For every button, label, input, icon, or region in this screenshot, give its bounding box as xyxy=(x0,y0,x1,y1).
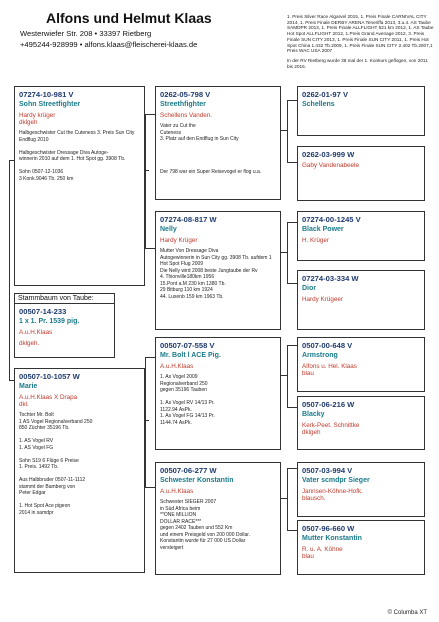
copyright: © Columba XT xyxy=(387,610,427,616)
ring-number: 0507-06-216 W xyxy=(302,400,355,409)
pedigree-info: Tochter Mr. Bolt 1 AS Vogel Regionalverband 250 850 Züchter 35196 Tb. 1. AS Vogel RV 1. AS Vogel FG Sohn S19 6 Flüge 6 Preise 1. Preis. 1492 Tb. Aus Halbbruder 0507-11-1112 stammt der Bamberg von Peter Edgar 1. Hot Spot Ace pigeon 2014 in samdpr xyxy=(19,412,93,516)
ring-number: 0262-01-97 V xyxy=(302,90,349,99)
pedigree-info: 1. As Vogel 2009 Regionalverband 250 gegen 35196 Tauben 1. As Vogel RV 14/13 Pr. 1122.94 AsPk. 1. As Vogel FG 14/13 Pr. 1144.74 AsPk. xyxy=(160,374,215,426)
achievements-notes xyxy=(287,14,435,74)
pedigree-box-dss xyxy=(297,337,425,392)
breeder-address: Westerwiefer Str. 208 • 33397 Rietberg xyxy=(20,29,152,38)
breeder-contact: +495244-928999 • alfons.klaas@fleischerei-klaas.de xyxy=(20,40,198,49)
breeder-name: Alfons und Helmut Klaas xyxy=(46,10,212,26)
pigeon-name: Streethfighter xyxy=(160,101,206,108)
ring-number: 00507-10-1057 W xyxy=(19,372,80,381)
pedigree-box-ddd xyxy=(297,520,425,575)
ring-number: 00507-14-233 xyxy=(19,307,67,316)
pigeon-name: Marie xyxy=(19,383,38,390)
pigeon-name: Schwester Konstantin xyxy=(160,477,234,484)
owner: Gaby Vandenabeele xyxy=(302,162,359,169)
pigeon-name: Vater scmdpr Sieger xyxy=(302,477,370,484)
owner: A.u.H.Klaas xyxy=(160,363,194,370)
owner: Hardy krüger dklgeh xyxy=(19,112,56,126)
owner: Schellens Vanden. xyxy=(160,112,213,119)
pedigree-info: Halbgeschwister Cut the Cuteness 3. Preis Sun City Endflug 2010 Halbgeschwister Dressage Diva Autoge- winnerin 2010 auf dem 1. Hot Spot gg. 3908 Tb. Sohn 0507-12-1036 3 Konk.9046 Tb. 250 km xyxy=(19,130,135,182)
pigeon-name: Schellens xyxy=(302,101,335,108)
ring-number: 00507-06-277 W xyxy=(160,466,217,475)
ring-number: 00507-07-558 V xyxy=(160,341,215,350)
pedigree-info: Mutter Von Dressage Diva Autogewinnerin in Sun City gg. 3908 Tb. aufdem 1 Hot Spot Flug 2009 Die Nelly wird 2008 beste Jungtaube der Rv 4. Thionville180km 1956 15.Pont a.M 230 km 1380 Tb. 29 Bitburg 110 km 1924 44. Luxenb 159 km 1963 Tb. xyxy=(160,248,272,300)
pigeon-name: Sohn Streetfighter xyxy=(19,101,81,108)
ring-number: 0507-00-648 V xyxy=(302,341,353,350)
pedigree-box-sds xyxy=(297,211,425,261)
pigeon-name: Mutter Konstantin xyxy=(302,535,362,542)
pigeon-name: Mr. Bolt l ACE Pig. xyxy=(160,352,221,359)
owner: Hardy Krügeer xyxy=(302,296,343,303)
pedigree-box-dsd xyxy=(297,396,425,450)
owner: R. u. A. Köhne blau xyxy=(302,546,343,560)
owner: H. Krüger xyxy=(302,237,329,244)
ring-number: 07274-00-1245 V xyxy=(302,215,361,224)
owner: Kerk-Peet. Schnittke dklgeh xyxy=(302,422,360,436)
pedigree-box-sss xyxy=(297,86,425,136)
owner: A.u.H.Klaas xyxy=(19,329,53,336)
pedigree-box-dam xyxy=(14,368,145,573)
achievements-text: 1. Preis Silver Race Algarvel 2015, 1. Preis Finale CARNIVAL CITY 2014, 1. Preis Finale DERBY ARENA Teneriffa 2013, 3.u.4. AS Taube SAMDPR 2013, 1. Preis Finale ALLFLIGHT 521 km 2012, 1. AS Taube Hot Spot ALLFLIGHT 2012, 1.Preis Grand Avenage 2012, 3. Preis Finale SUN CITY 2013, 1. Preis Finale SUN CITY 2011, 1. Preis Hot Spot China 1.432 Tb.2009, 1. Preis Finale SUN CITY 2.402 Tb.2007,1 Preis WAC USA 2007 xyxy=(287,14,434,54)
pedigree-info: Schwester SIEGER 2007 in Süd Africa beim **ONE MILLION DOLLAR RACE*** gegen 2402 Tauben und 552 Km und einem Preisgeld von 200 000 Dollar. Konstantin wurde für 27 000 US Dollar versteigert xyxy=(160,499,251,551)
ring-number: 0262-03-999 W xyxy=(302,150,355,159)
owner: Alfons u. Hel. Klaas blau xyxy=(302,363,357,377)
pedigree-box-dam-sire xyxy=(155,337,281,450)
pedigree-info: Vater zu Cut the Cuteness 3. Platz auf den Endflug in Sun City Der 798 war ein Super Reisevogel er flog u.a. xyxy=(160,123,262,175)
ring-number: 07274-10-981 V xyxy=(19,90,74,99)
pedigree-box-sire xyxy=(14,86,145,286)
ring-number: 07274-03-334 W xyxy=(302,274,359,283)
pedigree-box-sire-sire xyxy=(155,86,281,200)
pedigree-box-ssd xyxy=(297,146,425,201)
pigeon-name: 1 x 1. Pr. 1539 pig. xyxy=(19,318,80,325)
pigeon-name: Nelly xyxy=(160,226,177,233)
rv-note: In der RV Rietberg wurde 38 mal der 1. Konkurs geflogen, von 2011 bis 2016. xyxy=(287,58,428,69)
pigeon-name: Black Power xyxy=(302,226,344,233)
color-note: dklgeh. xyxy=(19,340,40,347)
owner: Jannsen-Köhne-Hofk. blausch. xyxy=(302,488,363,502)
owner: A.u.H.Klaas X Drapa dkl. xyxy=(19,394,78,408)
pedigree-box-sdd xyxy=(297,270,425,330)
pigeon-name: Dior xyxy=(302,285,316,292)
pedigree-box-sire-dam xyxy=(155,211,281,330)
pedigree-box-dam-dam xyxy=(155,462,281,575)
owner: Hardy Krüger xyxy=(160,237,198,244)
pedigree-of-label: Stammbaum von Taube: xyxy=(14,293,115,304)
pedigree-box-dds xyxy=(297,462,425,517)
pedigree-box-subject xyxy=(14,303,115,358)
pigeon-name: Blacky xyxy=(302,411,325,418)
owner: A.u.H.Klaas xyxy=(160,488,194,495)
ring-number: 0262-05-798 V xyxy=(160,90,211,99)
ring-number: 07274-08-817 W xyxy=(160,215,217,224)
ring-number: 0507-96-660 W xyxy=(302,524,355,533)
ring-number: 0507-03-994 V xyxy=(302,466,353,475)
pigeon-name: Armstrong xyxy=(302,352,338,359)
